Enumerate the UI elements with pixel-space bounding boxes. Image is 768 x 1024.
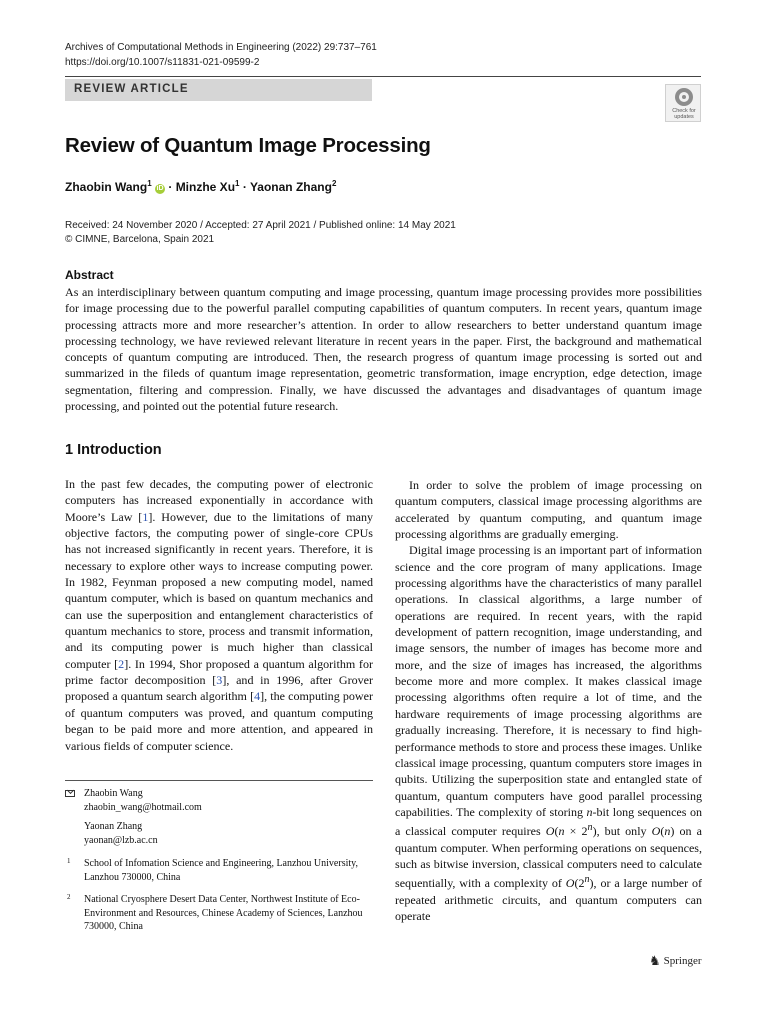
affiliation-2: 2 National Cryosphere Desert Data Center, Northwest Institute of Eco-Environment and Resources, Chinese Academy of Sciences, Lanzhou 730000, China	[67, 893, 363, 932]
column-spacer	[395, 445, 702, 477]
affiliation-marker: 1	[235, 179, 240, 188]
orcid-icon[interactable]: iD	[156, 185, 164, 192]
doi-link[interactable]: https://doi.org/10.1007/s11831-021-09599-2	[65, 57, 260, 68]
abstract-heading: Abstract	[65, 268, 114, 282]
springer-horse-icon: ♞	[649, 953, 661, 968]
author-name[interactable]: Yaonan Zhang	[249, 180, 332, 194]
intro-paragraph-2: In order to solve the problem of image processing on quantum computers, classical image processing algorithms are accelerated by quantum computing, and quantum image processing algorithms are gradually emerging.	[395, 478, 702, 542]
affiliation-marker: 1	[147, 179, 152, 188]
intro-paragraph-3: Digital image processing is an important part of information science and the core program of many applications. Image processing algorithms have the characteristics of many parallel operations. In classical algorithms, a large number of operations are required. In recent years, with the rapid development of pattern recognition, image understanding, and image sensors, the number of images has become more and more, and the size of images has increased, the algorithms become more and more complex. It makes classical image processing algorithms often require a lot of time, and the hardware requirements of image processing algorithms are gradually increasing. Therefore, it is necessary to find high-performance methods to store and process these images. Unlike classical image processing, quantum computers store images in qubits. Utilizing the superposition state and entangled state of quantum, quantum computers have good parallel processing capabilities. The complexity of storing n-bit long sequences on a classical computer requires $O(n \times 2^n)$, but only O(n) on a quantum computer. When performing operations on sequences, such as bitwise inversion, classical computers need to calculate sequentially, with a complexity of O(2$^n$), or a large number of repeated arithmetic circuits, and quantum computers can operate	[395, 543, 703, 923]
check-for-updates-button[interactable]	[665, 84, 701, 122]
author-name[interactable]: Zhaobin Wang	[65, 180, 148, 194]
abstract-text: As an interdisciplinary between quantum computing and image processing, quantum image processing provides more possibilities for image processing due to the powerful parallel computing capabilities of quantum computers. In recent years, quantum image processing attracts more and more researcher’s attention. In order to allow researchers to better understand quantum image processing technology, we have reviewed relevant literature in recent years in the paper. First, the background and mathematical concepts of quantum computing are introduced. Then, the research progress of quantum image processing is sorted out and summarized in the fileds of quantum image representation, geometric transformation, image encryption, edge detection, image segmentation, filtering and compression. Finally, we have discussed the advantages and disadvantages of quantum image processing, and pointed out the potential future research.	[65, 285, 702, 414]
journal-header	[65, 40, 377, 70]
publisher-name: Springer	[663, 955, 702, 967]
paper-title: Review of Quantum Image Processing	[65, 134, 431, 157]
author-list: Zhaobin Wang$^1$ iD · Minzhe $Xu^1$ · Yaonan Zhang$^2$	[65, 179, 337, 194]
intro-paragraph-1: In the past few decades, the computing power of electronic computers has increased exponentially in accordance with Moore’s Law [1]. However, due to the limitations of many objective factors, the computing power of single-core CPUs has not increased significantly in recent years. Therefore, it is necessary to explore other ways to increase computing power. In 1982, Feynman proposed a new computing model, named quantum computer, which is based on quantum mechanics and can use the superposition and entanglement characteristics of quantum mechanics to store, process and transmit information, and its computing power is much higher than classical computer [2]. In 1994, Shor proposed a quantum algorithm for prime factor decomposition [3], and in 1996, after Grover proposed a quantum search algorithm [4], the computing power of quantum computers was proved, and quantum computing began to be paid more and more attention, and appeared in various fields of computer science.	[65, 477, 374, 753]
section-heading-introduction: 1 Introduction	[65, 442, 162, 458]
affiliation-marker: 2	[331, 179, 337, 188]
coauthor-email[interactable]: yaonan@lzb.ac.cn	[84, 834, 158, 846]
citation-link[interactable]: 4	[254, 689, 261, 704]
coauthor-contact	[65, 820, 373, 847]
envelope-icon	[65, 787, 75, 801]
publication-dates	[65, 219, 456, 247]
check-updates-label: Check for updates	[672, 108, 696, 120]
check-updates-icon	[675, 88, 693, 106]
citation-link[interactable]: 3	[216, 673, 223, 688]
affiliation-1: 1 School of Infomation Science and Engineering, Lanzhou University, Lanzhou 730000, China	[67, 857, 358, 883]
article-type-badge	[65, 79, 372, 101]
coauthor-name: Yaonan Zhang	[84, 821, 143, 832]
author-name[interactable]: Minzhe Xu	[175, 180, 236, 194]
journal-citation: Archives of Computational Methods in Engineering (2022) 29:737–761	[65, 42, 377, 53]
publisher-logo	[649, 953, 702, 969]
right-column	[395, 445, 702, 924]
corresponding-author-name: Zhaobin Wang	[84, 788, 143, 799]
header-rule	[65, 76, 701, 77]
corresponding-author	[65, 787, 373, 814]
article-type-label: REVIEW ARTICLE	[74, 83, 189, 95]
citation-link[interactable]: 2	[118, 656, 125, 671]
history-dates: Received: 24 November 2020 / Accepted: 27 April 2021 / Published online: 14 May 2021	[65, 220, 456, 231]
corresponding-author-email[interactable]: zhaobin_wang@hotmail.com	[84, 801, 202, 813]
author-footnotes	[65, 787, 373, 934]
copyright-line: © CIMNE, Barcelona, Spain 2021	[65, 234, 215, 245]
footnote-rule	[65, 780, 373, 781]
citation-link[interactable]: 1	[142, 509, 149, 524]
left-column	[65, 476, 373, 754]
